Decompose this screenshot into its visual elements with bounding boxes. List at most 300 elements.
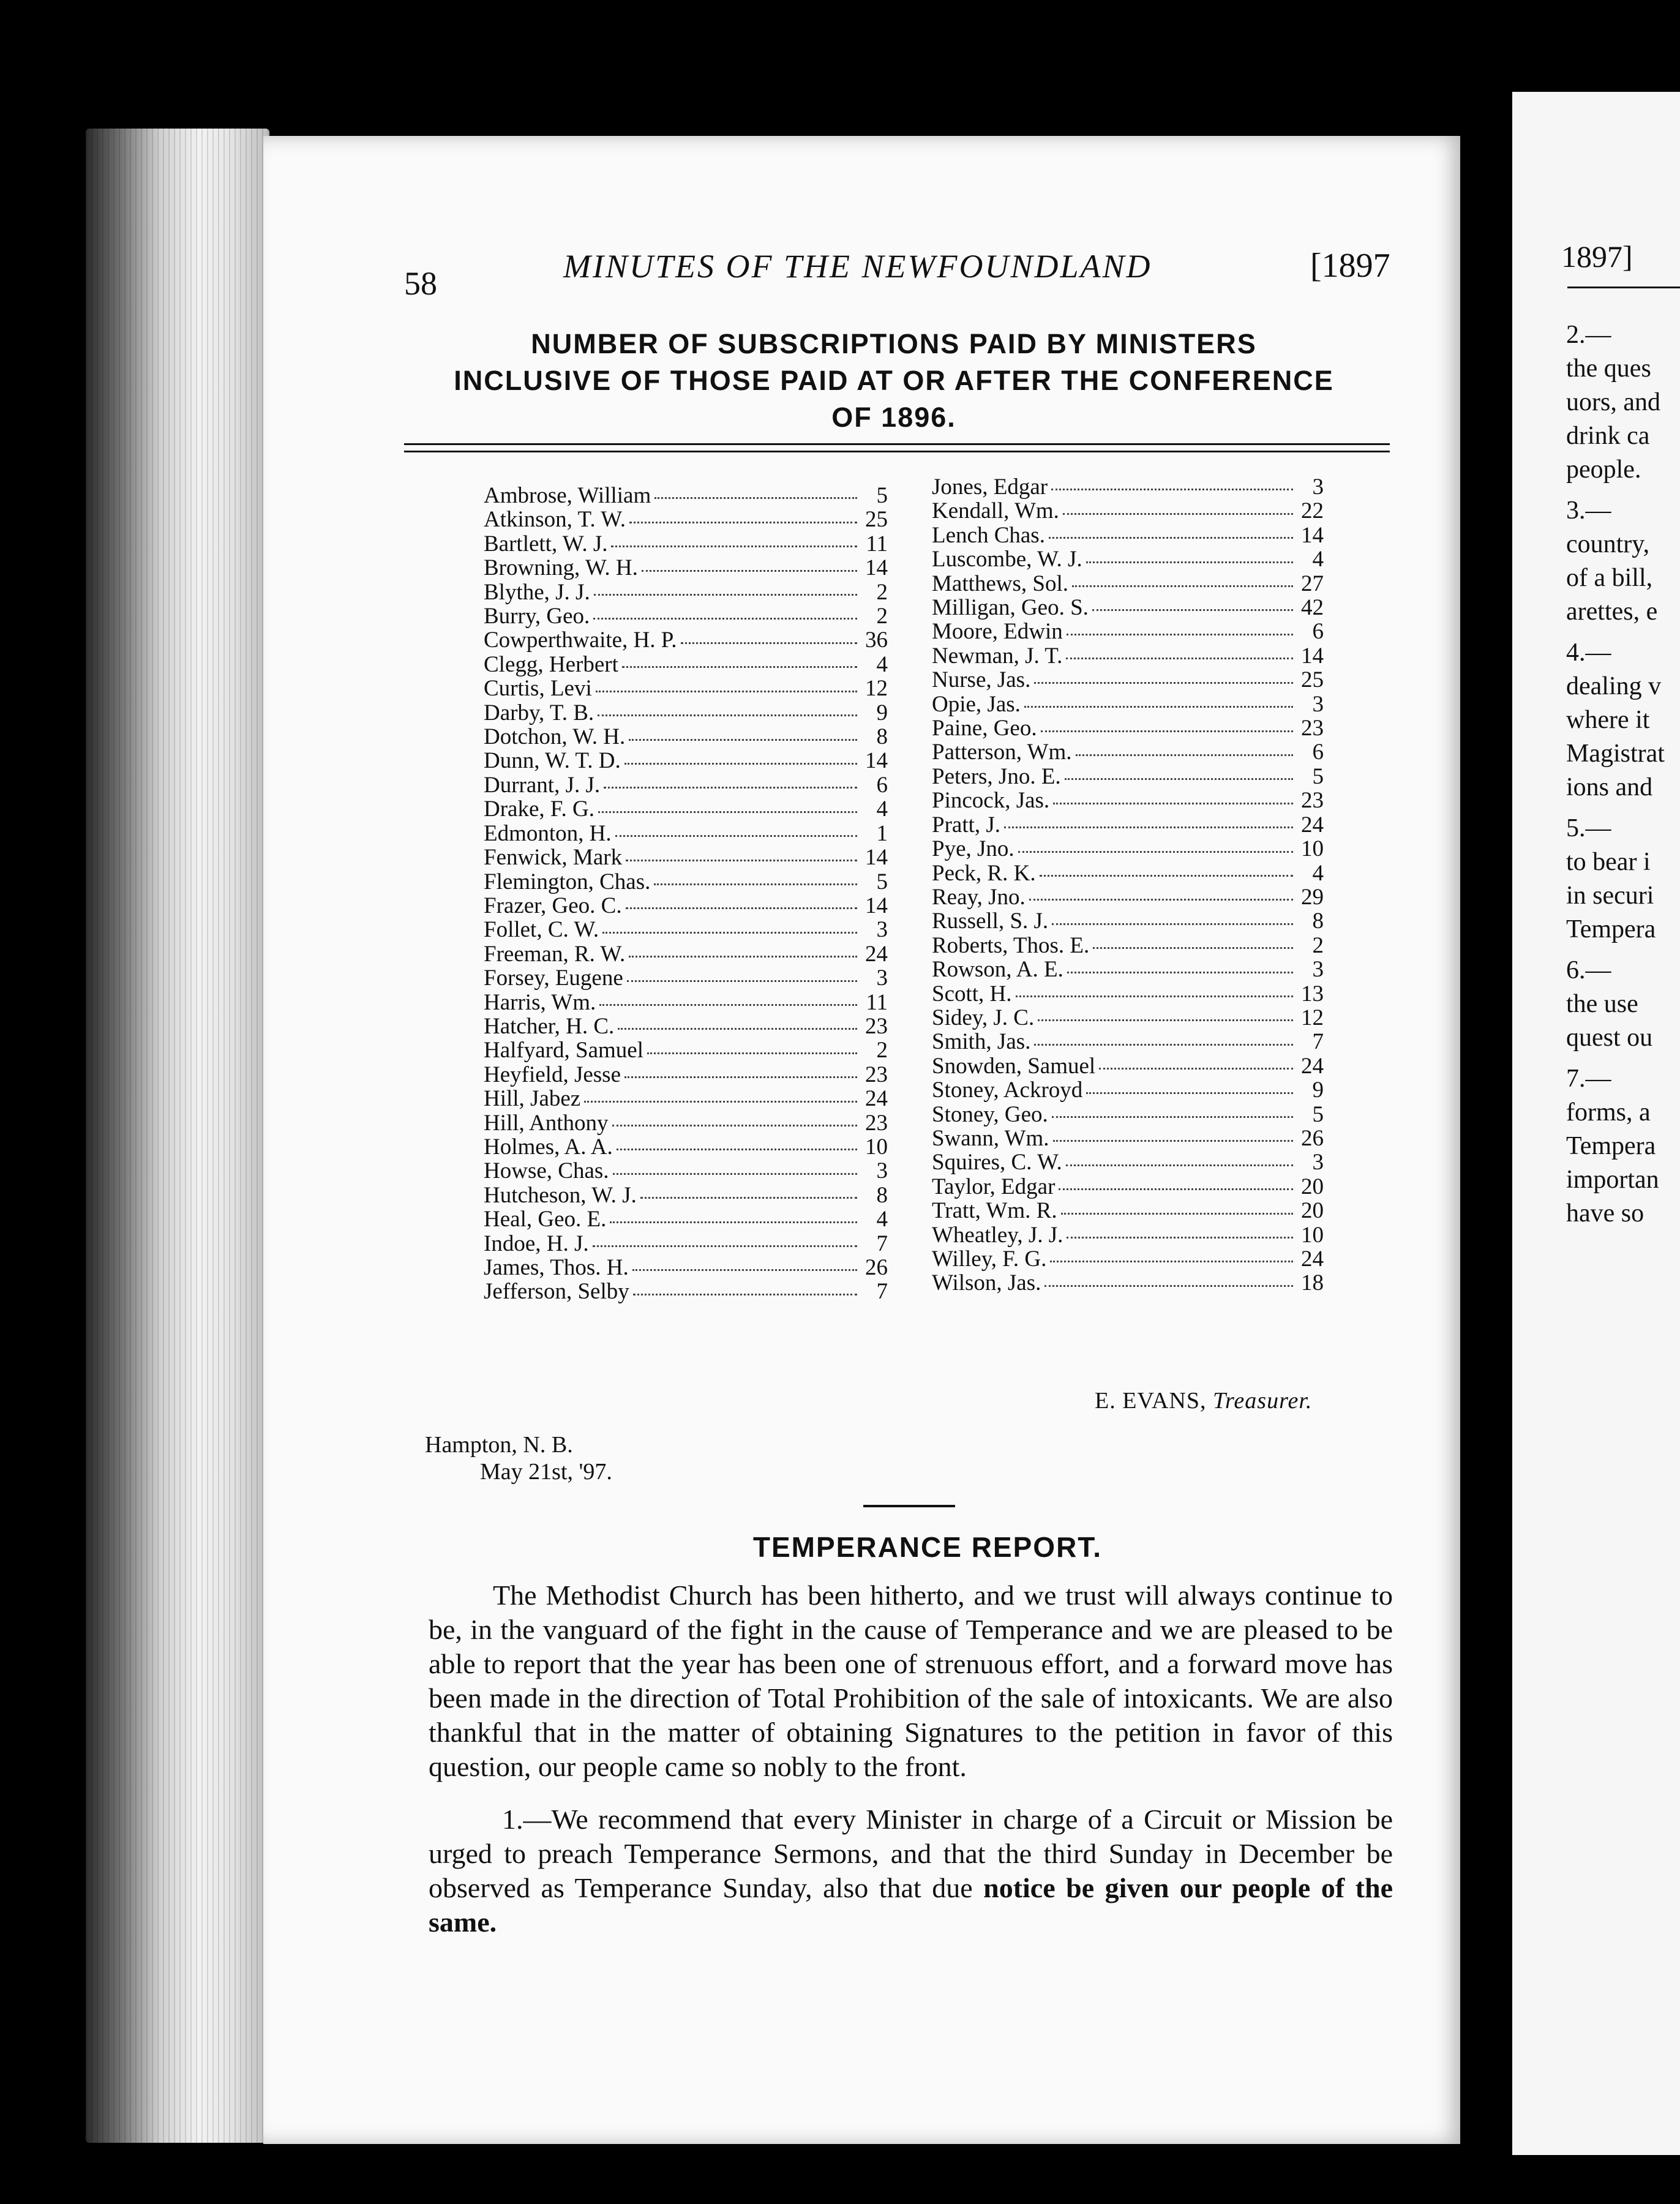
dot-leader [1066,644,1293,659]
minister-name: Patterson, Wm. [932,740,1072,765]
dot-leader [1072,572,1293,587]
subscription-row [932,740,1324,764]
minister-name: Reay, Jno. [932,884,1026,910]
subscription-count: 42 [1301,595,1324,621]
subscription-row [932,765,1324,789]
subscription-count: 5 [876,869,888,894]
subscription-row [484,773,888,797]
subscription-row [932,1175,1324,1199]
right-page-line: 3.— [1566,497,1611,525]
right-page-line: importan [1566,1166,1659,1194]
dot-leader [627,966,857,981]
subscription-count: 4 [1312,860,1324,886]
minister-name: Heal, Geo. E. [484,1207,607,1232]
subscription-count: 7 [876,1231,888,1256]
subscription-count: 10 [865,1134,888,1160]
subscription-count: 36 [865,628,888,653]
subscription-count: 24 [865,1086,888,1112]
dot-leader [594,580,857,596]
right-page-line: 7.— [1566,1065,1611,1093]
subscription-row [932,1150,1324,1174]
minister-name: Clegg, Herbert [484,651,618,677]
minister-name: Stoney, Geo. [932,1101,1048,1127]
minister-name: Frazer, Geo. C. [484,893,622,918]
subscriptions-right-column [932,475,1324,1295]
minister-name: Bartlett, W. J. [484,531,608,557]
subscription-row [484,870,888,894]
right-page-line: Tempera [1566,1132,1656,1160]
subscription-row [932,909,1324,933]
dot-leader [593,1232,857,1247]
minister-name: Dunn, W. T. D. [484,748,621,774]
minister-name: Wilson, Jas. [932,1270,1041,1296]
dot-leader [640,1183,857,1199]
right-page-line: arettes, e [1566,598,1658,626]
subscription-count: 9 [1312,1078,1324,1103]
minister-name: Ambrose, William [484,483,651,508]
dot-leader [613,1160,857,1175]
section-title-line: OF 1896. [831,401,956,433]
subscription-count: 3 [1312,1150,1324,1175]
subscription-row [484,1014,888,1038]
minister-name: Indoe, H. J. [484,1231,589,1256]
subscription-row [484,1256,888,1280]
subscription-row [484,1207,888,1231]
subscription-count: 2 [876,579,888,605]
subscription-count: 20 [1301,1174,1324,1199]
subscription-count: 14 [865,893,888,918]
subscription-count: 4 [876,651,888,677]
dot-leader [599,991,857,1006]
dot-leader [647,1039,857,1054]
minister-name: Moore, Edwin [932,619,1063,645]
right-page-line: the use [1566,990,1638,1018]
minister-name: James, Thos. H. [484,1255,629,1280]
right-page-line: quest ou [1566,1024,1653,1052]
subscription-count: 9 [876,700,888,725]
subscription-row [932,1103,1324,1126]
subscription-row [932,499,1324,523]
dot-leader [633,1280,857,1295]
minister-name: Pratt, J. [932,812,1001,838]
subscription-count: 25 [1301,667,1324,693]
subscription-row [932,716,1324,740]
subscription-row [932,789,1324,812]
report-paragraph-text: notice be given our people of the same. [429,1872,1393,1938]
subscription-row [484,1159,888,1183]
minister-name: Matthews, Sol. [932,571,1069,596]
dot-leader [1092,596,1293,611]
subscription-row [484,1111,888,1135]
subscription-row [932,668,1324,692]
dot-leader [1040,861,1293,877]
short-rule [863,1505,955,1507]
subscription-row [932,475,1324,499]
subscriptions-left-column [484,484,888,1304]
dot-leader [1004,813,1293,828]
report-heading: TEMPERANCE REPORT. [752,1531,1103,1563]
report-paragraph [429,1802,1393,1940]
minister-name: Curtis, Levi [484,676,592,702]
right-page-year: 1897] [1561,239,1633,274]
subscription-count: 2 [1312,932,1324,958]
minister-name: Kendall, Wm. [932,498,1059,524]
dot-leader [612,1111,857,1126]
subscription-count: 5 [876,483,888,508]
section-title-line: NUMBER OF SUBSCRIPTIONS PAID BY MINISTERS [531,328,1257,359]
treasurer-title: Treasurer. [1213,1388,1313,1414]
subscription-count: 14 [865,845,888,871]
subscription-count: 14 [1301,643,1324,669]
subscription-count: 14 [865,748,888,774]
minister-name: Pincock, Jas. [932,788,1050,814]
treasurer-name: E. EVANS, [1095,1388,1207,1414]
minister-name: Squires, C. W. [932,1150,1062,1175]
subscription-count: 2 [876,604,888,629]
minister-name: Russell, S. J. [932,909,1049,934]
minister-name: Heyfield, Jesse [484,1062,621,1087]
subscription-row [932,813,1324,837]
right-page-line: 4.— [1566,639,1611,667]
subscription-row [932,692,1324,716]
dot-leader [1061,1199,1293,1214]
subscription-row [932,1247,1324,1271]
minister-name: Taylor, Edgar [932,1174,1056,1199]
subscription-row [484,580,888,604]
minister-name: Luscombe, W. J. [932,547,1082,572]
subscription-row [932,982,1324,1006]
subscription-count: 6 [876,772,888,798]
dot-leader [593,604,857,620]
dot-leader [1066,1151,1293,1166]
dot-leader [1076,741,1294,756]
section-title [392,326,1396,436]
subscription-row [484,1183,888,1207]
minister-name: Howse, Chas. [484,1158,609,1184]
right-page-header-rule [1567,287,1680,288]
subscription-row [932,1006,1324,1030]
dot-leader [617,1135,857,1150]
subscription-count: 7 [876,1279,888,1305]
dot-leader [1016,982,1293,997]
dot-leader [629,942,857,958]
minister-name: Scott, H. [932,981,1012,1006]
subscription-count: 4 [876,797,888,822]
subscription-row [484,604,888,628]
minister-name: Drake, F. G. [484,797,594,822]
subscription-count: 6 [1312,740,1324,765]
dot-leader [584,1087,857,1102]
dot-leader [626,894,857,909]
report-paragraph-text: 1.—We recommend that every Minister in charge of a Circuit or Mission be urged to preach Temperance Sermons, and that the third Sunday in December be observed as Temperance Sunday, also that due [429,1804,1393,1903]
subscription-count: 8 [876,1182,888,1208]
minister-name: Opie, Jas. [932,691,1021,717]
minister-name: Peck, R. K. [932,860,1036,886]
minister-name: Lench Chas. [932,522,1045,548]
dot-leader [1086,547,1293,563]
dot-leader [1049,523,1293,539]
dot-leader [1059,1175,1293,1190]
minister-name: Nurse, Jas. [932,667,1031,693]
subscription-row [484,628,888,652]
dot-leader [1024,692,1293,708]
dot-leader [629,508,857,523]
subscription-count: 22 [1301,498,1324,524]
subscription-row [484,725,888,749]
subscription-count: 8 [876,724,888,750]
subscription-count: 24 [1301,1246,1324,1272]
dot-leader [654,870,857,885]
minister-name: Pye, Jno. [932,836,1014,862]
minister-name: Stoney, Ackroyd [932,1078,1083,1103]
right-page-line: dealing v [1566,672,1662,700]
subscription-row [932,644,1324,668]
subscription-row [484,1063,888,1087]
subscription-count: 14 [1301,522,1324,548]
minister-name: Freeman, R. W. [484,941,626,967]
subscription-row [484,918,888,942]
subscription-row [484,508,888,531]
subscription-row [484,653,888,677]
treasurer-signature [1095,1387,1312,1414]
right-page-line: in securi [1566,882,1654,910]
dot-leader [622,653,857,668]
right-page-line: 2.— [1566,321,1611,349]
dot-leader [1041,716,1293,732]
minister-name: Hill, Anthony [484,1110,609,1136]
subscription-row [484,677,888,700]
minister-name: Peters, Jno. E. [932,763,1061,789]
subscription-row [932,523,1324,547]
subscription-count: 3 [1312,691,1324,717]
right-page-line: to bear i [1566,848,1651,876]
minister-name: Fenwick, Mark [484,845,623,871]
minister-name: Browning, W. H. [484,555,638,581]
dot-leader [1067,958,1293,973]
subscription-count: 26 [1301,1125,1324,1151]
subscription-row [484,942,888,966]
subscription-row [484,556,888,580]
dot-leader [1093,934,1293,949]
right-page-line: Tempera [1566,915,1656,943]
minister-name: Hill, Jabez [484,1086,581,1112]
minister-name: Swann, Wm. [932,1125,1049,1151]
dot-leader [1067,1223,1293,1239]
dot-leader [604,773,857,789]
dot-leader [1018,837,1293,852]
subscription-count: 3 [876,917,888,943]
date-line: May 21st, '97. [480,1459,612,1485]
dot-leader [596,677,857,692]
right-page-line: the ques [1566,354,1651,383]
subscription-row [932,1078,1324,1102]
right-page-line: have so [1566,1199,1644,1228]
dot-leader [598,798,857,813]
subscription-count: 18 [1301,1270,1324,1296]
dot-leader [654,484,857,499]
dot-leader [1052,910,1293,925]
subscription-row [484,701,888,725]
subscription-count: 12 [865,676,888,702]
subscription-row [932,837,1324,861]
subscription-count: 20 [1301,1198,1324,1224]
right-page-line: ions and [1566,773,1653,801]
subscription-row [932,885,1324,909]
minister-name: Darby, T. B. [484,700,594,725]
right-page-line: 6.— [1566,956,1611,984]
dot-leader [1044,1272,1293,1287]
dot-leader [615,822,857,837]
subscription-count: 23 [865,1062,888,1087]
subscription-row [484,532,888,556]
subscription-count: 11 [866,531,888,557]
subscription-row [484,797,888,821]
subscription-row [932,1199,1324,1223]
book-gutter [1460,92,1518,2155]
subscription-row [932,1054,1324,1078]
minister-name: Wheatley, J. J. [932,1222,1063,1248]
minister-name: Hatcher, H. C. [484,1013,615,1039]
double-rule [404,443,1390,452]
minister-name: Tratt, Wm. R. [932,1198,1057,1224]
dot-leader [618,1014,857,1030]
dot-leader [1034,669,1293,684]
subscription-count: 12 [1301,1005,1324,1030]
dot-leader [602,918,857,934]
page-number: 58 [404,265,437,302]
dot-leader [1052,1103,1293,1118]
subscription-row [932,1271,1324,1295]
subscription-count: 14 [865,555,888,581]
subscription-count: 4 [876,1207,888,1232]
section-title-line: INCLUSIVE OF THOSE PAID AT OR AFTER THE CONFERENCE [454,364,1334,396]
dot-leader [1067,620,1293,635]
minister-name: Edmonton, H. [484,820,612,846]
subscription-row [484,1232,888,1256]
right-page-line: 5.— [1566,814,1611,842]
subscription-row [932,620,1324,643]
dot-leader [642,556,857,571]
subscription-row [932,934,1324,958]
right-page-line: Magistrat [1566,740,1665,768]
book-page-edges [86,129,269,2143]
dot-leader [624,749,857,765]
subscription-row [484,484,888,508]
subscription-count: 10 [1301,836,1324,862]
minister-name: Rowson, A. E. [932,957,1063,983]
dot-leader [1065,765,1293,780]
subscription-row [484,1038,888,1062]
right-page-line: country, [1566,530,1650,558]
minister-name: Follet, C. W. [484,917,599,943]
minister-name: Milligan, Geo. S. [932,595,1089,621]
minister-name: Flemington, Chas. [484,869,651,894]
subscription-count: 11 [866,989,888,1015]
subscription-count: 24 [1301,1053,1324,1079]
subscription-row [932,596,1324,620]
subscription-count: 3 [876,965,888,991]
dot-leader [1099,1054,1293,1070]
subscription-count: 25 [865,507,888,533]
minister-name: Willey, F. G. [932,1246,1047,1272]
subscription-count: 26 [865,1255,888,1280]
dot-leader [598,701,857,716]
right-page-line: forms, a [1566,1098,1651,1126]
minister-name: Jefferson, Selby [484,1279,629,1305]
dot-leader [1038,1006,1293,1021]
subscription-count: 1 [876,820,888,846]
subscription-count: 5 [1312,763,1324,789]
running-year: [1897 [1310,247,1390,285]
dot-leader [1053,1126,1293,1142]
subscription-count: 3 [1312,474,1324,500]
dot-leader [610,1207,857,1223]
minister-name: Hutcheson, W. J. [484,1182,637,1208]
subscription-count: 23 [1301,788,1324,814]
subscription-row [932,861,1324,885]
subscription-row [932,958,1324,981]
dot-leader [1029,885,1293,901]
subscription-count: 7 [1312,1029,1324,1055]
dot-leader [1063,500,1293,515]
minister-name: Paine, Geo. [932,716,1037,741]
right-page-line: where it [1566,706,1650,734]
right-page [1512,92,1680,2155]
subscription-row [484,822,888,845]
minister-name: Newman, J. T. [932,643,1063,669]
place-line: Hampton, N. B. [425,1432,573,1458]
minister-name: Blythe, J. J. [484,579,590,605]
subscription-row [932,547,1324,571]
minister-name: Burry, Geo. [484,604,590,629]
subscription-count: 27 [1301,571,1324,596]
minister-name: Halfyard, Samuel [484,1038,643,1063]
dot-leader [1051,475,1293,490]
dot-leader [632,1256,857,1271]
dot-leader [1086,1078,1293,1093]
minister-name: Smith, Jas. [932,1029,1031,1055]
minister-name: Dotchon, W. H. [484,724,626,750]
subscription-row [484,845,888,869]
subscription-count: 8 [1312,909,1324,934]
minister-name: Sidey, J. C. [932,1005,1035,1030]
subscription-count: 13 [1301,981,1324,1006]
dot-leader [624,1063,857,1078]
dot-leader [626,845,857,861]
subscription-row [932,572,1324,596]
right-page-text-fragment [1566,318,1665,1231]
subscription-count: 2 [876,1038,888,1063]
minister-name: Roberts, Thos. E. [932,932,1090,958]
subscription-count: 4 [1312,547,1324,572]
subscription-row [932,1030,1324,1054]
subscription-count: 6 [1312,619,1324,645]
subscription-row [932,1126,1324,1150]
subscription-count: 3 [876,1158,888,1184]
subscription-row [484,894,888,918]
minister-name: Holmes, A. A. [484,1134,613,1160]
dot-leader [1053,789,1293,804]
report-paragraph: The Methodist Church has been hitherto, and we trust will always continue to be, in the vanguard of the fight in the cause of Temperance and we are pleased to be able to report that the year has been one of strenuous effort, and a forward move has been made in the direction of Total Prohibition of the sale of intoxicants. We are also thankful that in the matter of obtaining Signatures to the petition in favor of this question, our people came so nobly to the front. [429,1580,1393,1782]
minister-name: Snowden, Samuel [932,1053,1096,1079]
right-page-line: people. [1566,455,1641,484]
subscription-row [932,1223,1324,1247]
subscription-row [484,966,888,990]
subscription-row [484,991,888,1014]
minister-name: Forsey, Eugene [484,965,623,991]
minister-name: Atkinson, T. W. [484,507,626,533]
dot-leader [681,629,858,644]
